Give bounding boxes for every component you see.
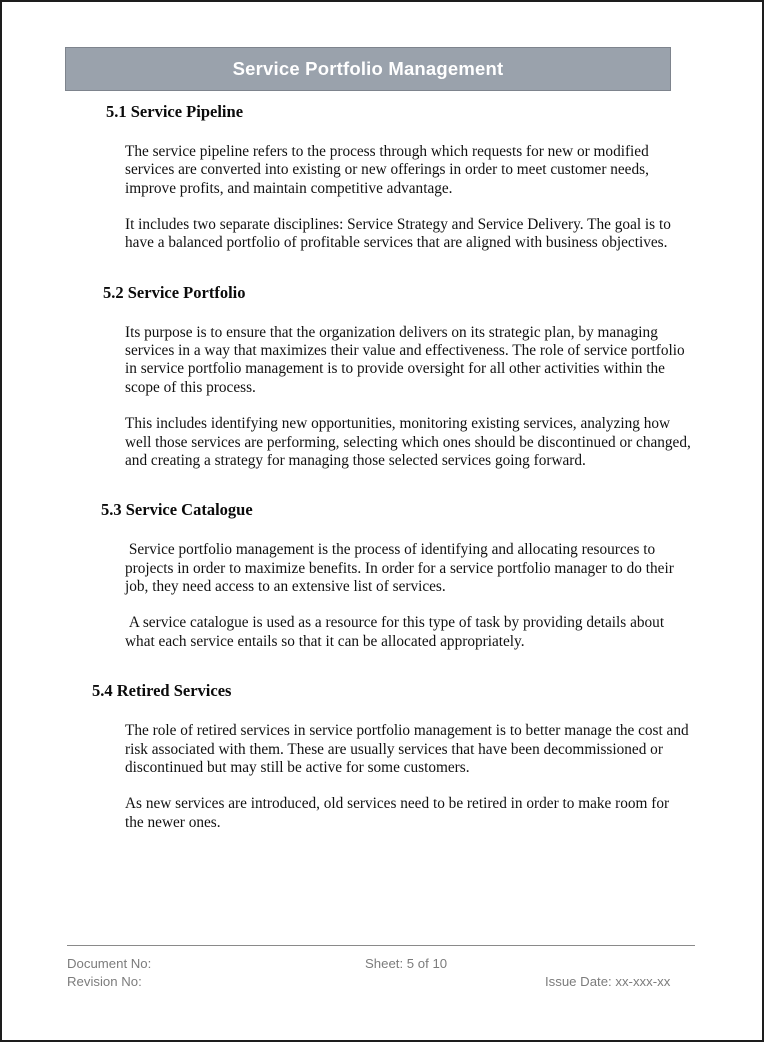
section-5-4-paragraph-2: As new services are introduced, old services need to be retired in order to make room for the newer ones. [125, 795, 673, 831]
section-5-3-paragraph-1: Service portfolio management is the process of identifying and allocating resources to projects in order to maximize benefits. In order for a service portfolio manager to do their job, they need access to an extensive list of services. [125, 541, 678, 596]
spacer [2, 701, 764, 722]
section-5-1 [2, 102, 764, 253]
spacer [2, 122, 764, 143]
spacer [2, 596, 764, 614]
document-title-banner [65, 47, 671, 91]
document-body [2, 102, 764, 832]
section-heading-5-1: 5.1 Service Pipeline [106, 102, 244, 121]
footer-issue-date: Issue Date: xx-xxx-xx [545, 974, 671, 989]
spacer [2, 303, 764, 324]
section-heading-5-3: 5.3 Service Catalogue [101, 500, 253, 520]
spacer [2, 397, 764, 415]
footer-divider [67, 945, 695, 946]
section-5-3 [2, 500, 764, 651]
footer-sheet-number: Sheet: 5 of 10 [365, 956, 448, 971]
section-5-1-paragraph-2: It includes two separate disciplines: Service Strategy and Service Delivery. The goal is to have a balanced portfolio of profitable services that are aligned with business objectives. [125, 216, 675, 252]
section-5-3-paragraph-2: A service catalogue is used as a resource for this type of task by providing details about what each service entails so that it can be allocated appropriately. [125, 614, 668, 650]
footer-revision-no: Revision No: [67, 974, 142, 989]
spacer [2, 470, 764, 500]
section-5-4 [2, 681, 764, 832]
spacer [2, 253, 764, 283]
section-5-1-paragraph-1: The service pipeline refers to the process through which requests for new or modified services are converted into existing or new offerings in order to meet customer needs, improve profits, and maintain competitive advantage. [125, 142, 653, 197]
spacer [2, 198, 764, 216]
section-heading-5-2: 5.2 Service Portfolio [103, 282, 246, 302]
spacer [2, 520, 764, 541]
spacer [2, 651, 764, 681]
section-5-2-paragraph-2: This includes identifying new opportunities, monitoring existing services, analyzing how well those services are performing, selecting which ones should be discontinued or changed, and creating a strategy for managing those selected services going forward. [125, 415, 695, 470]
section-heading-5-4: 5.4 Retired Services [92, 681, 232, 701]
section-5-2-paragraph-1: Its purpose is to ensure that the organization delivers on its strategic plan, by managing services in a way that maximizes their value and effectiveness. The role of service portfolio in service portfolio management is to provide oversight for all other activities within the scope of this process. [125, 323, 689, 396]
spacer [2, 777, 764, 795]
page-title: Service Portfolio Management [232, 57, 504, 79]
footer-document-no: Document No: [67, 956, 152, 971]
section-5-2 [2, 283, 764, 471]
section-5-4-paragraph-1: The role of retired services in service portfolio management is to better manage the cost and risk associated with them. These are usually services that have been decommissioned or discontinued but may still be active for some customers. [125, 722, 693, 776]
